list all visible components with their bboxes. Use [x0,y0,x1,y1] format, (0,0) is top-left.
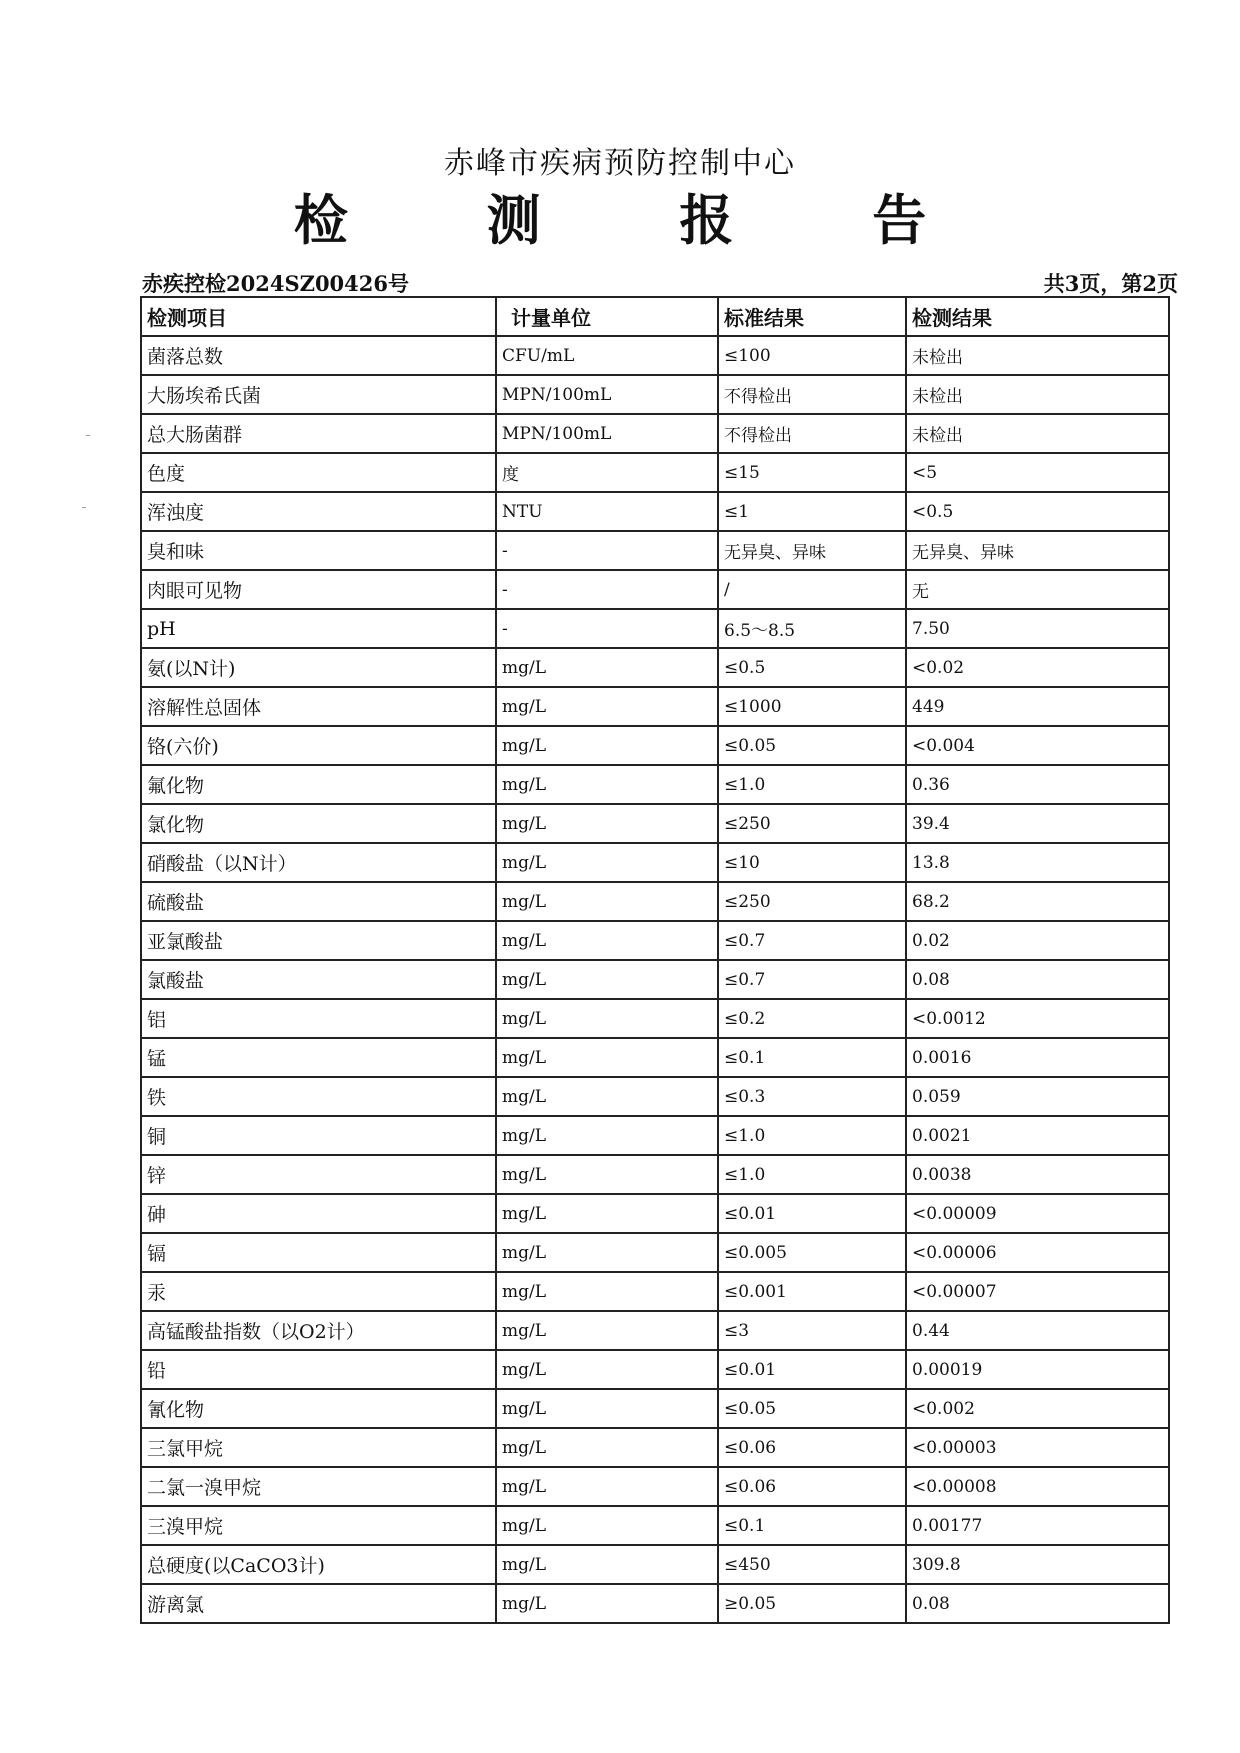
result-value: 39.4 [906,804,1169,843]
standard-value: ≤0.5 [718,648,906,687]
result-value: 0.44 [906,1311,1169,1350]
unit: mg/L [496,843,718,882]
unit: mg/L [496,765,718,804]
unit: mg/L [496,804,718,843]
item-name: 铜 [141,1116,496,1155]
table-row [141,1467,1169,1506]
unit: mg/L [496,882,718,921]
item-name: 高锰酸盐指数（以O2计） [141,1311,496,1350]
item-name: 总硬度(以CaCO3计) [141,1545,496,1584]
unit: - [496,609,718,648]
result-value: 无 [906,570,1169,609]
results-table [140,296,1170,1624]
item-name: 氰化物 [141,1389,496,1428]
standard-value: ≤1.0 [718,765,906,804]
standard-value: ≤0.01 [718,1350,906,1389]
table-row [141,804,1169,843]
result-value: 68.2 [906,882,1169,921]
unit: mg/L [496,1233,718,1272]
standard-value: ≤0.1 [718,1038,906,1077]
column-header-unit: 计量单位 [496,297,718,336]
item-name: 游离氯 [141,1584,496,1623]
result-value: <5 [906,453,1169,492]
table-row [141,1194,1169,1233]
table-row [141,1428,1169,1467]
table-row [141,1584,1169,1623]
item-name: 铅 [141,1350,496,1389]
result-value: <0.00003 [906,1428,1169,1467]
unit: CFU/mL [496,336,718,375]
table-row [141,1155,1169,1194]
column-header-item: 检测项目 [141,297,496,336]
unit: 度 [496,453,718,492]
item-name: 锌 [141,1155,496,1194]
result-value: <0.002 [906,1389,1169,1428]
result-value: <0.00008 [906,1467,1169,1506]
item-name: 氨(以N计) [141,648,496,687]
result-value: 0.08 [906,1584,1169,1623]
report-number: 赤疾控检2024SZ00426号 [142,271,410,296]
unit: mg/L [496,1038,718,1077]
standard-value: ≤1.0 [718,1116,906,1155]
standard-value: ≤0.3 [718,1077,906,1116]
unit: - [496,531,718,570]
unit: mg/L [496,1584,718,1623]
standard-value: ≤100 [718,336,906,375]
standard-value: ≤1000 [718,687,906,726]
table-row [141,336,1169,375]
table-header-row [141,297,1169,336]
unit: mg/L [496,1389,718,1428]
item-name: 硝酸盐（以N计） [141,843,496,882]
result-value: 0.059 [906,1077,1169,1116]
standard-value: ≤0.7 [718,921,906,960]
standard-value: ≤0.2 [718,999,906,1038]
standard-value: 6.5～8.5 [718,609,906,648]
unit: mg/L [496,1272,718,1311]
table-row [141,609,1169,648]
standard-value: ≤0.06 [718,1467,906,1506]
scan-speck [86,435,90,436]
table-row [141,570,1169,609]
item-name: 亚氯酸盐 [141,921,496,960]
table-row [141,1233,1169,1272]
table-row [141,375,1169,414]
table-row [141,687,1169,726]
unit: mg/L [496,648,718,687]
item-name: pH [141,609,496,648]
column-header-standard: 标准结果 [718,297,906,336]
standard-value: ≤1.0 [718,1155,906,1194]
unit: mg/L [496,1428,718,1467]
table-row [141,1038,1169,1077]
column-header-result: 检测结果 [906,297,1169,336]
unit: mg/L [496,1194,718,1233]
result-value: <0.00009 [906,1194,1169,1233]
table-row [141,921,1169,960]
table-row [141,648,1169,687]
item-name: 氯化物 [141,804,496,843]
unit: mg/L [496,1467,718,1506]
standard-value: ≤0.05 [718,726,906,765]
item-name: 三溴甲烷 [141,1506,496,1545]
unit: mg/L [496,1311,718,1350]
unit: mg/L [496,921,718,960]
organization-name: 赤峰市疾病预防控制中心 [444,146,796,181]
unit: mg/L [496,1545,718,1584]
item-name: 汞 [141,1272,496,1311]
table-row [141,1350,1169,1389]
table-row [141,1077,1169,1116]
unit: mg/L [496,1350,718,1389]
table-row [141,414,1169,453]
item-name: 色度 [141,453,496,492]
item-name: 镉 [141,1233,496,1272]
result-value: 0.00177 [906,1506,1169,1545]
result-value: 0.36 [906,765,1169,804]
item-name: 臭和味 [141,531,496,570]
standard-value: ≥0.05 [718,1584,906,1623]
table-row [141,882,1169,921]
unit: mg/L [496,1116,718,1155]
result-value: 0.08 [906,960,1169,999]
item-name: 总大肠菌群 [141,414,496,453]
table-row [141,1311,1169,1350]
result-value: <0.00006 [906,1233,1169,1272]
result-value: 未检出 [906,336,1169,375]
standard-value: ≤10 [718,843,906,882]
standard-value: ≤1 [718,492,906,531]
scan-speck [82,507,86,508]
unit: MPN/100mL [496,414,718,453]
item-name: 砷 [141,1194,496,1233]
result-value: 未检出 [906,414,1169,453]
standard-value: ≤250 [718,882,906,921]
item-name: 锰 [141,1038,496,1077]
standard-value: ≤15 [718,453,906,492]
result-value: <0.004 [906,726,1169,765]
item-name: 铬(六价) [141,726,496,765]
unit: NTU [496,492,718,531]
standard-value: ≤0.005 [718,1233,906,1272]
unit: mg/L [496,726,718,765]
result-value: <0.00007 [906,1272,1169,1311]
table-row [141,1506,1169,1545]
result-value: <0.02 [906,648,1169,687]
result-value: <0.5 [906,492,1169,531]
table-row [141,1545,1169,1584]
item-name: 肉眼可见物 [141,570,496,609]
item-name: 铁 [141,1077,496,1116]
result-value: 0.0016 [906,1038,1169,1077]
table-row [141,1389,1169,1428]
item-name: 大肠埃希氏菌 [141,375,496,414]
page-info: 共3页，第2页 [1043,271,1178,296]
standard-value: ≤0.05 [718,1389,906,1428]
table-row [141,726,1169,765]
table-row [141,765,1169,804]
unit: mg/L [496,960,718,999]
table-row [141,531,1169,570]
standard-value: ≤0.06 [718,1428,906,1467]
standard-value: 无异臭、异味 [718,531,906,570]
standard-value: ≤0.7 [718,960,906,999]
table-row [141,453,1169,492]
table-row [141,960,1169,999]
result-value: 0.0021 [906,1116,1169,1155]
item-name: 三氯甲烷 [141,1428,496,1467]
table-row [141,999,1169,1038]
item-name: 溶解性总固体 [141,687,496,726]
table-row [141,1116,1169,1155]
result-value: 无异臭、异味 [906,531,1169,570]
item-name: 硫酸盐 [141,882,496,921]
unit: mg/L [496,999,718,1038]
result-value: 0.02 [906,921,1169,960]
item-name: 氯酸盐 [141,960,496,999]
item-name: 菌落总数 [141,336,496,375]
unit: mg/L [496,687,718,726]
table-row [141,843,1169,882]
standard-value: ≤450 [718,1545,906,1584]
unit: MPN/100mL [496,375,718,414]
result-value: <0.0012 [906,999,1169,1038]
unit: mg/L [496,1155,718,1194]
item-name: 氟化物 [141,765,496,804]
standard-value: 不得检出 [718,375,906,414]
result-value: 0.00019 [906,1350,1169,1389]
standard-value: ≤0.001 [718,1272,906,1311]
report-title: 检 测 报 告 [293,188,987,252]
standard-value: ≤3 [718,1311,906,1350]
standard-value: ≤0.1 [718,1506,906,1545]
result-value: 449 [906,687,1169,726]
standard-value: / [718,570,906,609]
unit: mg/L [496,1077,718,1116]
result-value: 7.50 [906,609,1169,648]
result-value: 13.8 [906,843,1169,882]
standard-value: ≤250 [718,804,906,843]
table-row [141,1272,1169,1311]
result-value: 309.8 [906,1545,1169,1584]
result-value: 0.0038 [906,1155,1169,1194]
standard-value: 不得检出 [718,414,906,453]
table-row [141,492,1169,531]
result-value: 未检出 [906,375,1169,414]
item-name: 铝 [141,999,496,1038]
unit: mg/L [496,1506,718,1545]
item-name: 浑浊度 [141,492,496,531]
standard-value: ≤0.01 [718,1194,906,1233]
item-name: 二氯一溴甲烷 [141,1467,496,1506]
unit: - [496,570,718,609]
